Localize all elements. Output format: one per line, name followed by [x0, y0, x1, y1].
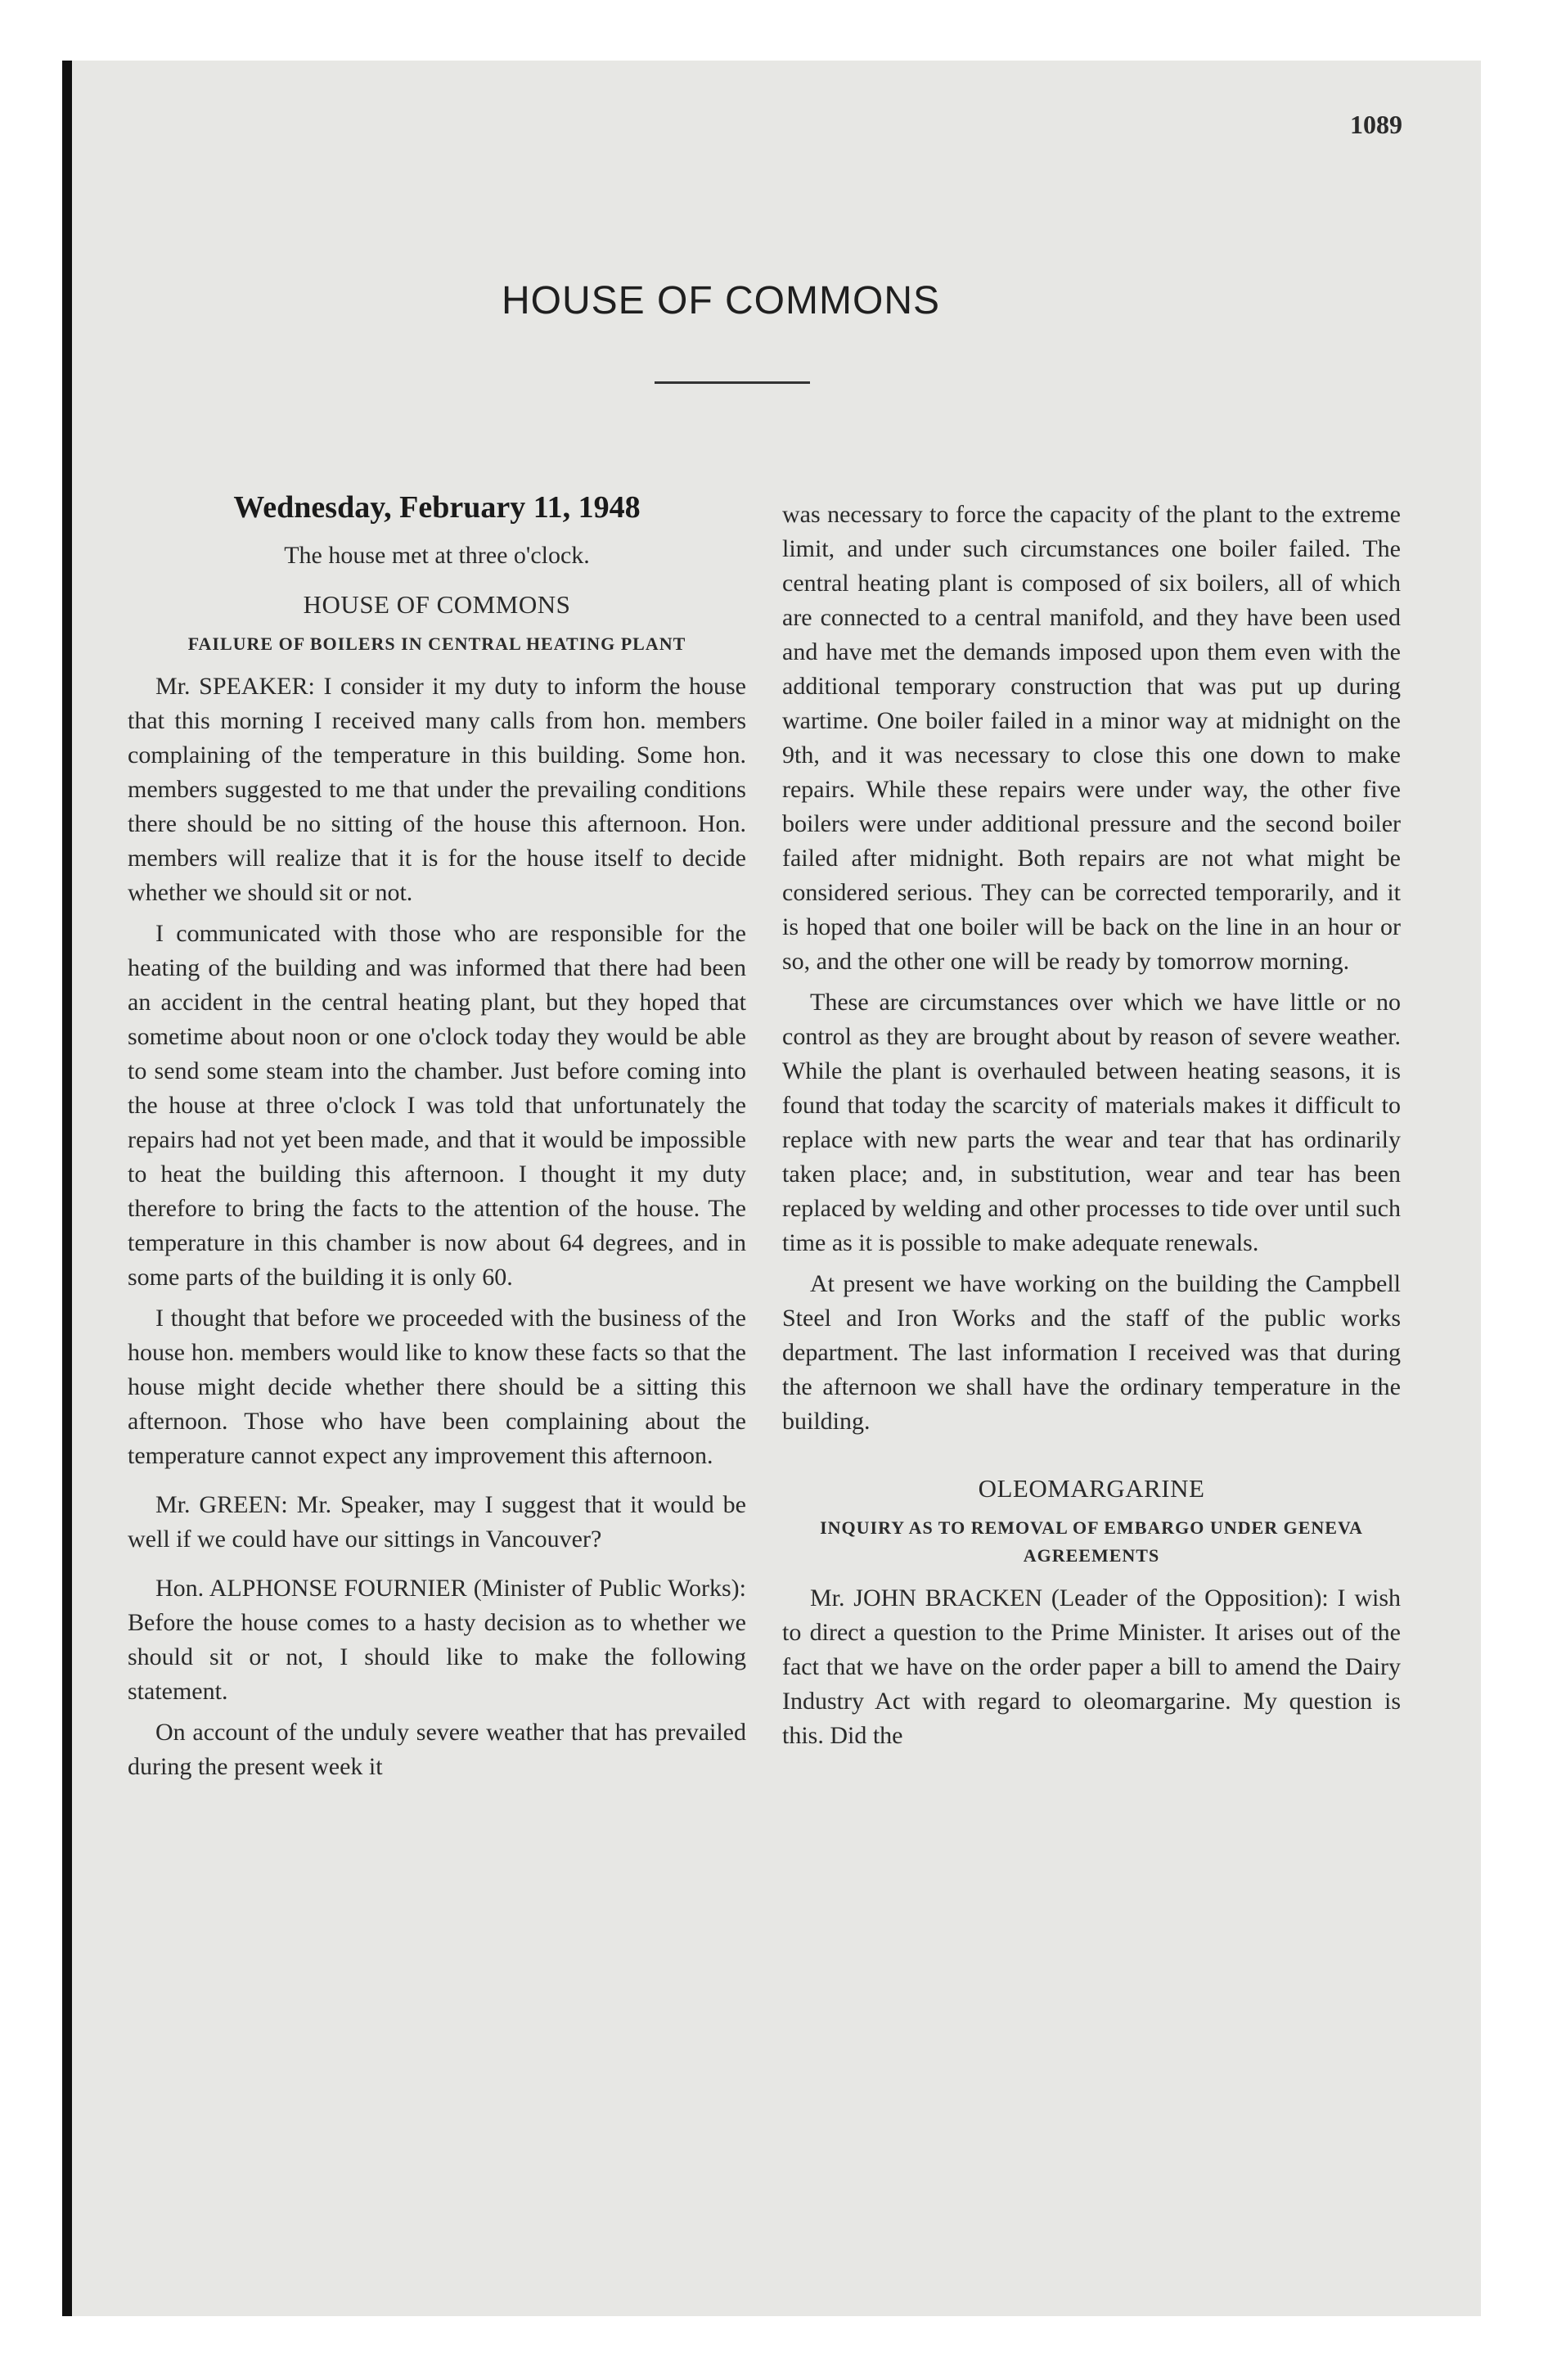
section-heading-house: HOUSE OF COMMONS	[303, 590, 571, 619]
left-column	[128, 490, 746, 1791]
paragraph-bracken: Mr. JOHN BRACKEN (Leader of the Opposition): I wish to direct a question to the Prime Minister. It arises out of the fact that we have on the order paper a bill to amend the Dairy Industry Act with regard to oleomargarine. My question is this. Did the	[782, 1584, 1401, 1749]
paragraph-green: Mr. GREEN: Mr. Speaker, may I suggest that it would be well if we could have our sittings in Vancouver?	[128, 1491, 746, 1553]
right-column	[782, 498, 1401, 1760]
paragraph-circumstances: These are circumstances over which we have little or no control as they are brought about by reason of severe weather. While the plant is overhauled between heating seasons, it is found that today the scarcity of materials makes it difficult to replace with new parts the wear and tear that has ordinarily taken place; and, in substitution, wear and tear has been replaced by welding and other processes to tide over until such time as it is possible to make adequate renewals.	[782, 989, 1401, 1256]
paragraph-speaker: Mr. SPEAKER: I consider it my duty to inform the house that this morning I received many calls from hon. members complaining of the temperature in this building. Some hon. members suggested to me that under the prevailing conditions there should be no sitting of the house this afternoon. Hon. members will realize that it is for the house itself to decide whether we should sit or not.	[128, 673, 746, 906]
paragraph-speaker-continued: I communicated with those who are responsible for the heating of the building and was informed that there had been an accident in the central heating plant, but they hoped that sometime about noon or one o'clock today they would be able to send some steam into the chamber. Just before coming into the house at three o'clock I was told that unfortunately the repairs had not yet been made, and that it would be impossible to heat the building this afternoon. I thought it my duty therefore to bring the facts to the attention of the house. The temperature in this chamber is now about 64 degrees, and in some parts of the building it is only 60.	[128, 920, 746, 1291]
house-met-line: The house met at three o'clock.	[284, 542, 590, 569]
page-title: HOUSE OF COMMONS	[501, 279, 940, 322]
paragraph-fournier: Hon. ALPHONSE FOURNIER (Minister of Public Works): Before the house comes to a hasty decision as to whether we should sit or not, I should like to make the following statement.	[128, 1575, 746, 1705]
section-heading-oleomargarine: OLEOMARGARINE	[978, 1474, 1205, 1503]
paragraph-present-work: At present we have working on the building the Campbell Steel and Iron Works and the staff of the public works department. The last information I received was that during the afternoon we shall have the ordinary temperature in the building.	[782, 1270, 1401, 1435]
paragraph-speaker-conclusion: I thought that before we proceeded with the business of the house hon. members would like to know these facts so that the house might decide whether there should be a sitting this afternoon. Those who have been complaining about the temperature cannot expect any improvement this afternoon.	[128, 1305, 746, 1469]
subheading-boilers: FAILURE OF BOILERS IN CENTRAL HEATING PLANT	[187, 633, 686, 654]
paragraph-fournier-statement: On account of the unduly severe weather that has prevailed during the present week it	[128, 1719, 746, 1780]
sitting-date: Wednesday, February 11, 1948	[233, 490, 641, 525]
subheading-embargo: INQUIRY AS TO REMOVAL OF EMBARGO UNDER GENEVA AGREEMENTS	[820, 1517, 1363, 1566]
title-divider	[655, 381, 810, 384]
paragraph-boiler-continuation: was necessary to force the capacity of the plant to the extreme limit, and under such circumstances one boiler failed. The central heating plant is composed of six boilers, all of which are connected to a central manifold, and they have been used and have met the demands imposed upon them even with the additional temporary construction that was put up during wartime. One boiler failed in a minor way at midnight on the 9th, and it was necessary to close this one down to make repairs. While these repairs were under way, the other five boilers were under additional pressure and the second boiler failed after midnight. Both repairs are not what might be considered serious. They can be corrected temporarily, and it is hoped that one boiler will be back on the line in an hour or so, and the other one will be ready by tomorrow morning.	[782, 501, 1401, 975]
page-number: 1089	[1350, 110, 1402, 139]
